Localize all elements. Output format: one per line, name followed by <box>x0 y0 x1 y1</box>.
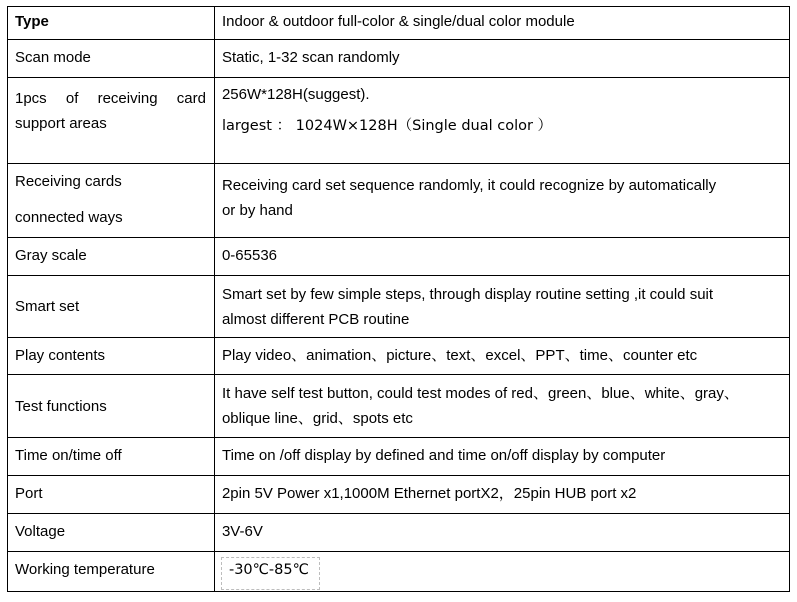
row-value-cell <box>214 238 789 276</box>
table-row <box>8 7 790 40</box>
row-label: Test functions <box>15 397 107 415</box>
row-value-line: Smart set by few simple steps, through display routine setting ,it could suit <box>221 285 714 303</box>
row-value: Static, 1-32 scan randomly <box>221 49 400 66</box>
row-label: Smart set <box>15 298 80 315</box>
row-value: Indoor & outdoor full-color & single/dual color module <box>221 13 575 30</box>
row-value-line: 256W*128H(suggest). <box>221 86 370 103</box>
row-value-cell <box>214 40 789 78</box>
row-value-cell <box>214 514 789 552</box>
table-row <box>8 40 790 78</box>
row-label-cell <box>8 276 215 338</box>
table-row <box>8 552 790 592</box>
row-label: Working temperature <box>15 561 155 578</box>
row-label: Type <box>15 13 49 30</box>
row-label-cell <box>8 338 215 375</box>
row-label-cell <box>8 78 215 164</box>
table-row <box>8 164 790 238</box>
row-label-cell <box>8 7 215 40</box>
row-value-cell <box>214 338 789 375</box>
row-label-cell <box>8 476 215 514</box>
row-value-cell <box>214 164 789 238</box>
row-value: 2pin 5V Power x1,1000M Ethernet portX2，25pin HUB port x2 <box>221 485 637 502</box>
row-label-cell <box>8 514 215 552</box>
row-label: Port <box>15 485 43 502</box>
row-value: 3V-6V <box>221 523 263 540</box>
row-value-cell <box>214 476 789 514</box>
row-value-line: largest ： 1024W×128H（Single dual color ） <box>221 118 553 134</box>
row-label: Gray scale <box>15 247 87 264</box>
row-value: Play video、animation、picture、text、excel、PPT、time、counter etc <box>221 347 698 364</box>
table-row <box>8 438 790 476</box>
row-label-line: connected ways <box>15 209 123 226</box>
row-value-cell <box>214 7 789 40</box>
row-value-cell <box>214 552 789 592</box>
row-label-cell <box>8 238 215 276</box>
row-label-cell <box>8 438 215 476</box>
row-label: Time on/time off <box>15 447 122 464</box>
table-row <box>8 375 790 438</box>
row-label-line: support areas <box>15 115 107 132</box>
row-label-cell <box>8 40 215 78</box>
row-value-line: almost different PCB routine <box>221 310 410 328</box>
row-value-line: It have self test button, could test modes of red、green、blue、white、gray、 <box>221 385 739 402</box>
table-row <box>8 476 790 514</box>
row-label-cell <box>8 375 215 438</box>
row-label-line: Receiving cards <box>15 173 122 190</box>
table-row <box>8 276 790 338</box>
row-value-cell <box>214 78 789 164</box>
row-value-line: Receiving card set sequence randomly, it could recognize by automatically <box>221 177 717 194</box>
table-row <box>8 238 790 276</box>
row-label-cell <box>8 552 215 592</box>
row-value-cell <box>214 375 789 438</box>
row-value: Time on /off display by defined and time on/off display by computer <box>221 447 666 464</box>
row-label: Voltage <box>15 523 66 540</box>
row-value-cell <box>214 276 789 338</box>
table-row <box>8 78 790 164</box>
row-value: 0-65536 <box>221 247 278 264</box>
table-row <box>8 514 790 552</box>
row-label-cell <box>8 164 215 238</box>
row-label: Scan mode <box>15 49 91 66</box>
row-value-line: or by hand <box>221 202 293 219</box>
row-value-cell <box>214 438 789 476</box>
row-value-line: oblique line、grid、spots etc <box>221 410 413 427</box>
table-row <box>8 338 790 375</box>
row-value: -30℃-85℃ <box>221 557 320 590</box>
spec-table <box>7 6 790 592</box>
row-label-line: 1pcs of receiving card <box>15 90 206 107</box>
row-label: Play contents <box>15 347 106 364</box>
